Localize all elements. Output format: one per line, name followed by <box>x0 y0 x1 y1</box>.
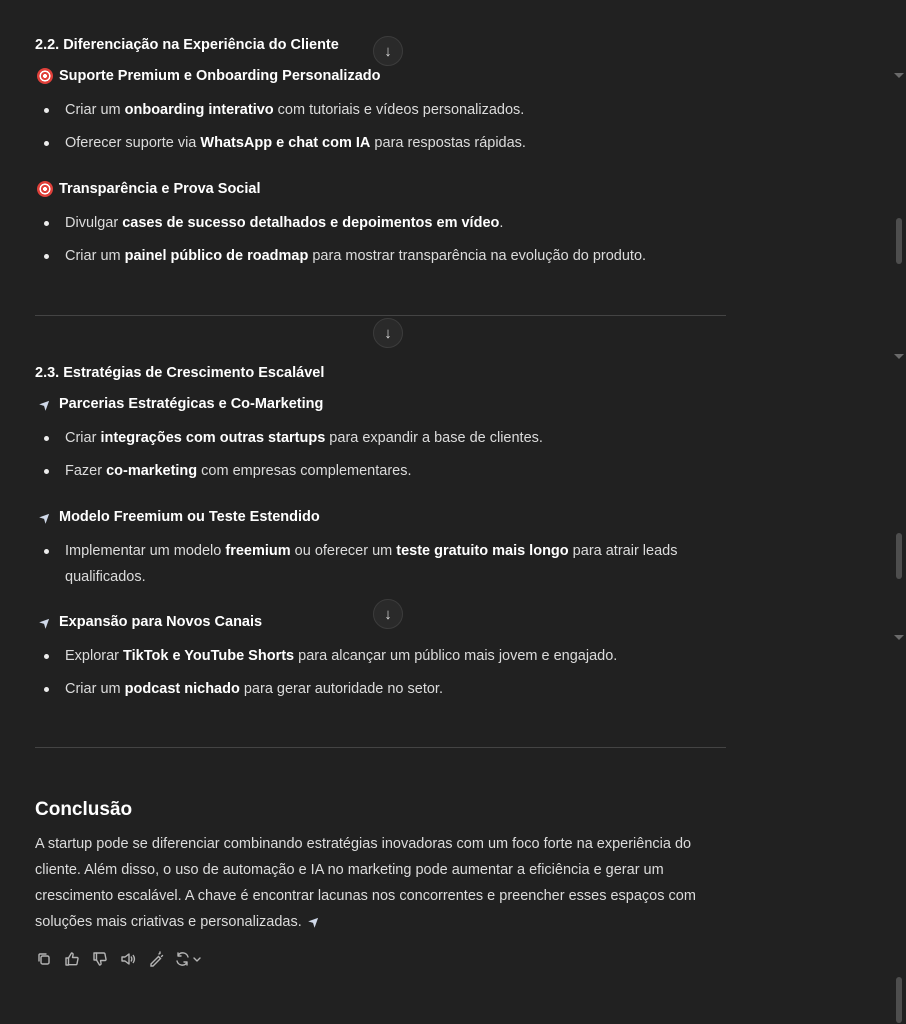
arrow-down-icon: ↓ <box>384 605 392 623</box>
scroll-down-button[interactable] <box>373 599 403 629</box>
scrollbar-caret[interactable] <box>894 354 904 359</box>
subheading-expansao: ➤ Expansão para Novos Canais <box>35 612 263 632</box>
section-2-2-heading: 2.2. Diferenciação na Experiência do Cliente <box>35 37 339 53</box>
subheading-parcerias: ➤ Parcerias Estratégicas e Co-Marketing <box>35 394 324 414</box>
list-freemium <box>35 538 725 590</box>
conclusion-text: A startup pode se diferenciar combinando estratégias inovadoras com um foco forte na experiência do cliente. Além disso, o uso de automação e IA no marketing pode aumentar a eficiência e gerar um crescimento escalável. A chave é encontrar lacunas nos concorrentes e preencher esses espaços com soluções mais criativas e personalizadas. ➤ <box>35 836 696 931</box>
divider <box>35 315 726 316</box>
scroll-down-button[interactable] <box>373 318 403 348</box>
list-item: Criar integrações com outras startups para expandir a base de clientes. <box>35 425 725 451</box>
list-item: Implementar um modelo freemium ou oferecer um teste gratuito mais longo para atrair leads qualificados. <box>35 538 725 590</box>
subheading-freemium: ➤ Modelo Freemium ou Teste Estendido <box>35 507 320 527</box>
list-item: Divulgar cases de sucesso detalhados e depoimentos em vídeo. <box>35 210 725 236</box>
scrollbar-caret[interactable] <box>894 635 904 640</box>
scrollbar-thumb[interactable] <box>896 977 902 1023</box>
thumbs-down-icon[interactable] <box>91 950 109 968</box>
list-item: Fazer co-marketing com empresas complementares. <box>35 458 725 484</box>
list-item: Explorar TikTok e YouTube Shorts para alcançar um público mais jovem e engajado. <box>35 643 725 669</box>
rocket-emoji-icon: ➤ <box>35 394 55 414</box>
list-item: Criar um onboarding interativo com tutoriais e vídeos personalizados. <box>35 97 725 123</box>
list-item: Criar um painel público de roadmap para mostrar transparência na evolução do produto. <box>35 243 725 269</box>
scroll-down-button[interactable] <box>373 36 403 66</box>
subheading-transparencia: Transparência e Prova Social <box>37 181 261 197</box>
list-transparencia <box>35 210 725 269</box>
list-parcerias <box>35 425 725 484</box>
rocket-emoji-icon: ➤ <box>303 911 324 931</box>
edit-canvas-icon[interactable] <box>147 950 165 968</box>
list-suporte <box>35 97 725 156</box>
regenerate-icon[interactable] <box>175 950 203 968</box>
subheading-suporte: Suporte Premium e Onboarding Personalizado <box>37 68 380 84</box>
rocket-emoji-icon: ➤ <box>35 612 55 632</box>
thumbs-up-icon[interactable] <box>63 950 81 968</box>
conclusion-title: Conclusão <box>35 799 133 820</box>
read-aloud-icon[interactable] <box>119 950 137 968</box>
arrow-down-icon: ↓ <box>384 42 392 60</box>
target-emoji-icon <box>37 181 53 197</box>
target-emoji-icon <box>37 68 53 84</box>
section-2-3-heading: 2.3. Estratégias de Crescimento Escalável <box>35 365 325 381</box>
arrow-down-icon: ↓ <box>384 324 392 342</box>
list-item: Oferecer suporte via WhatsApp e chat com IA para respostas rápidas. <box>35 130 725 156</box>
rocket-emoji-icon: ➤ <box>35 507 55 527</box>
list-item: Criar um podcast nichado para gerar autoridade no setor. <box>35 676 725 702</box>
copy-icon[interactable] <box>35 950 53 968</box>
scrollbar-thumb[interactable] <box>896 218 902 264</box>
divider <box>35 747 726 748</box>
scrollbar-caret[interactable] <box>894 73 904 78</box>
message-actions <box>35 950 203 968</box>
scrollbar-thumb[interactable] <box>896 533 902 579</box>
list-expansao <box>35 643 725 702</box>
